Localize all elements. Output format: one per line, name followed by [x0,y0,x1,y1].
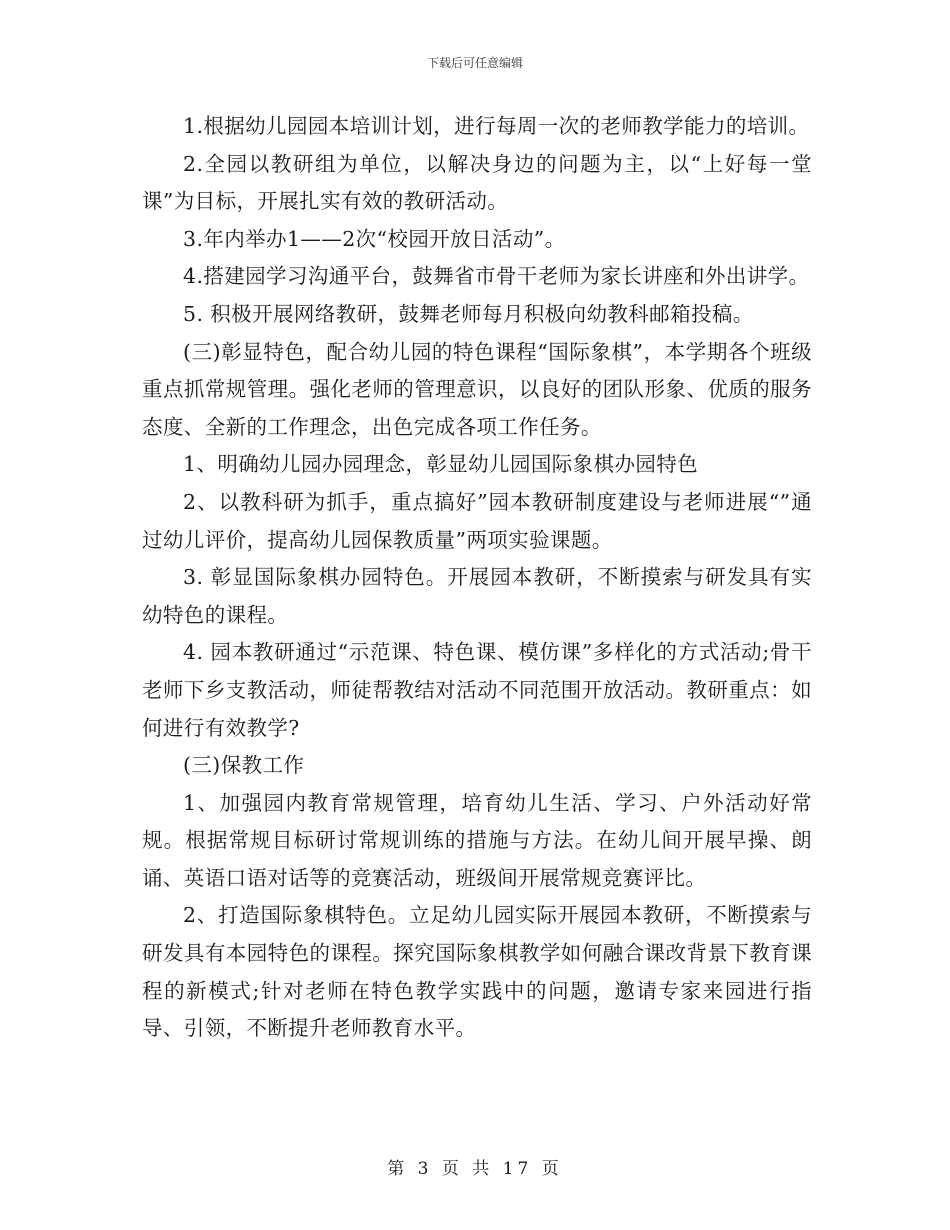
paragraph-13: 2、打造国际象棋特色。立足幼儿园实际开展园本教研，不断摸索与研发具有本园特色的课程。探究国际象棋教学如何融合课改背景下教育课程的新模式;针对老师在特色教学实践中的问题，邀请专家来园进行指导、引领，不断提升老师教育水平。 [142,903,812,1041]
paragraph-4: 4.搭建园学习沟通平台，鼓舞省市骨干老师为家长讲座和外出讲学。 [183,264,810,289]
paragraph-5: 5. 积极开展网络教研，鼓舞老师每月积极向幼教科邮箱投稿。 [183,301,754,326]
page-number-footer: 第 3 页 共 17 页 [387,1159,563,1179]
paragraph-10: 4. 园本教研通过“示范课、特色课、模仿课”多样化的方式活动;骨干老师下乡支教活动，师徒帮教结对活动不同范围开放活动。教研重点：如何进行有效教学? [142,640,812,740]
paragraph-6: (三)彰显特色，配合幼儿园的特色课程“国际象棋”，本学期各个班级重点抓常规管理。强化老师的管理意识，以良好的团队形象、优质的服务态度、全新的工作理念，出色完成各项工作任务。 [142,339,812,439]
page-header: 下载后可任意编辑 [426,56,523,70]
paragraph-8: 2、以教科研为抓手，重点搞好”园本教研制度建设与老师进展“”通过幼儿评价，提高幼儿园保教质量”两项实验课题。 [142,489,812,552]
paragraph-9: 3. 彰显国际象棋办园特色。开展园本教研，不断摸索与研发具有实幼特色的课程。 [142,565,812,627]
paragraph-2: 2.全园以教研组为单位，以解决身边的问题为主，以“上好每一堂课”为目标，开展扎实有效的教研活动。 [142,151,812,214]
paragraph-11: (三)保教工作 [183,753,305,778]
paragraph-3: 3.年内举办1——2次“校园开放日活动”。 [183,226,566,251]
document-body [142,108,812,1048]
paragraph-12: 1、加强园内教育常规管理，培育幼儿生活、学习、户外活动好常规。根据常规目标研讨常规训练的措施与方法。在幼儿间开展早操、朗诵、英语口语对话等的竞赛活动，班级间开展常规竞赛评比。 [142,790,812,890]
paragraph-1: 1.根据幼儿园园本培训计划，进行每周一次的老师教学能力的培训。 [183,114,810,138]
paragraph-7: 1、明确幼儿园办园理念，彰显幼儿园国际象棋办园特色 [183,452,699,477]
